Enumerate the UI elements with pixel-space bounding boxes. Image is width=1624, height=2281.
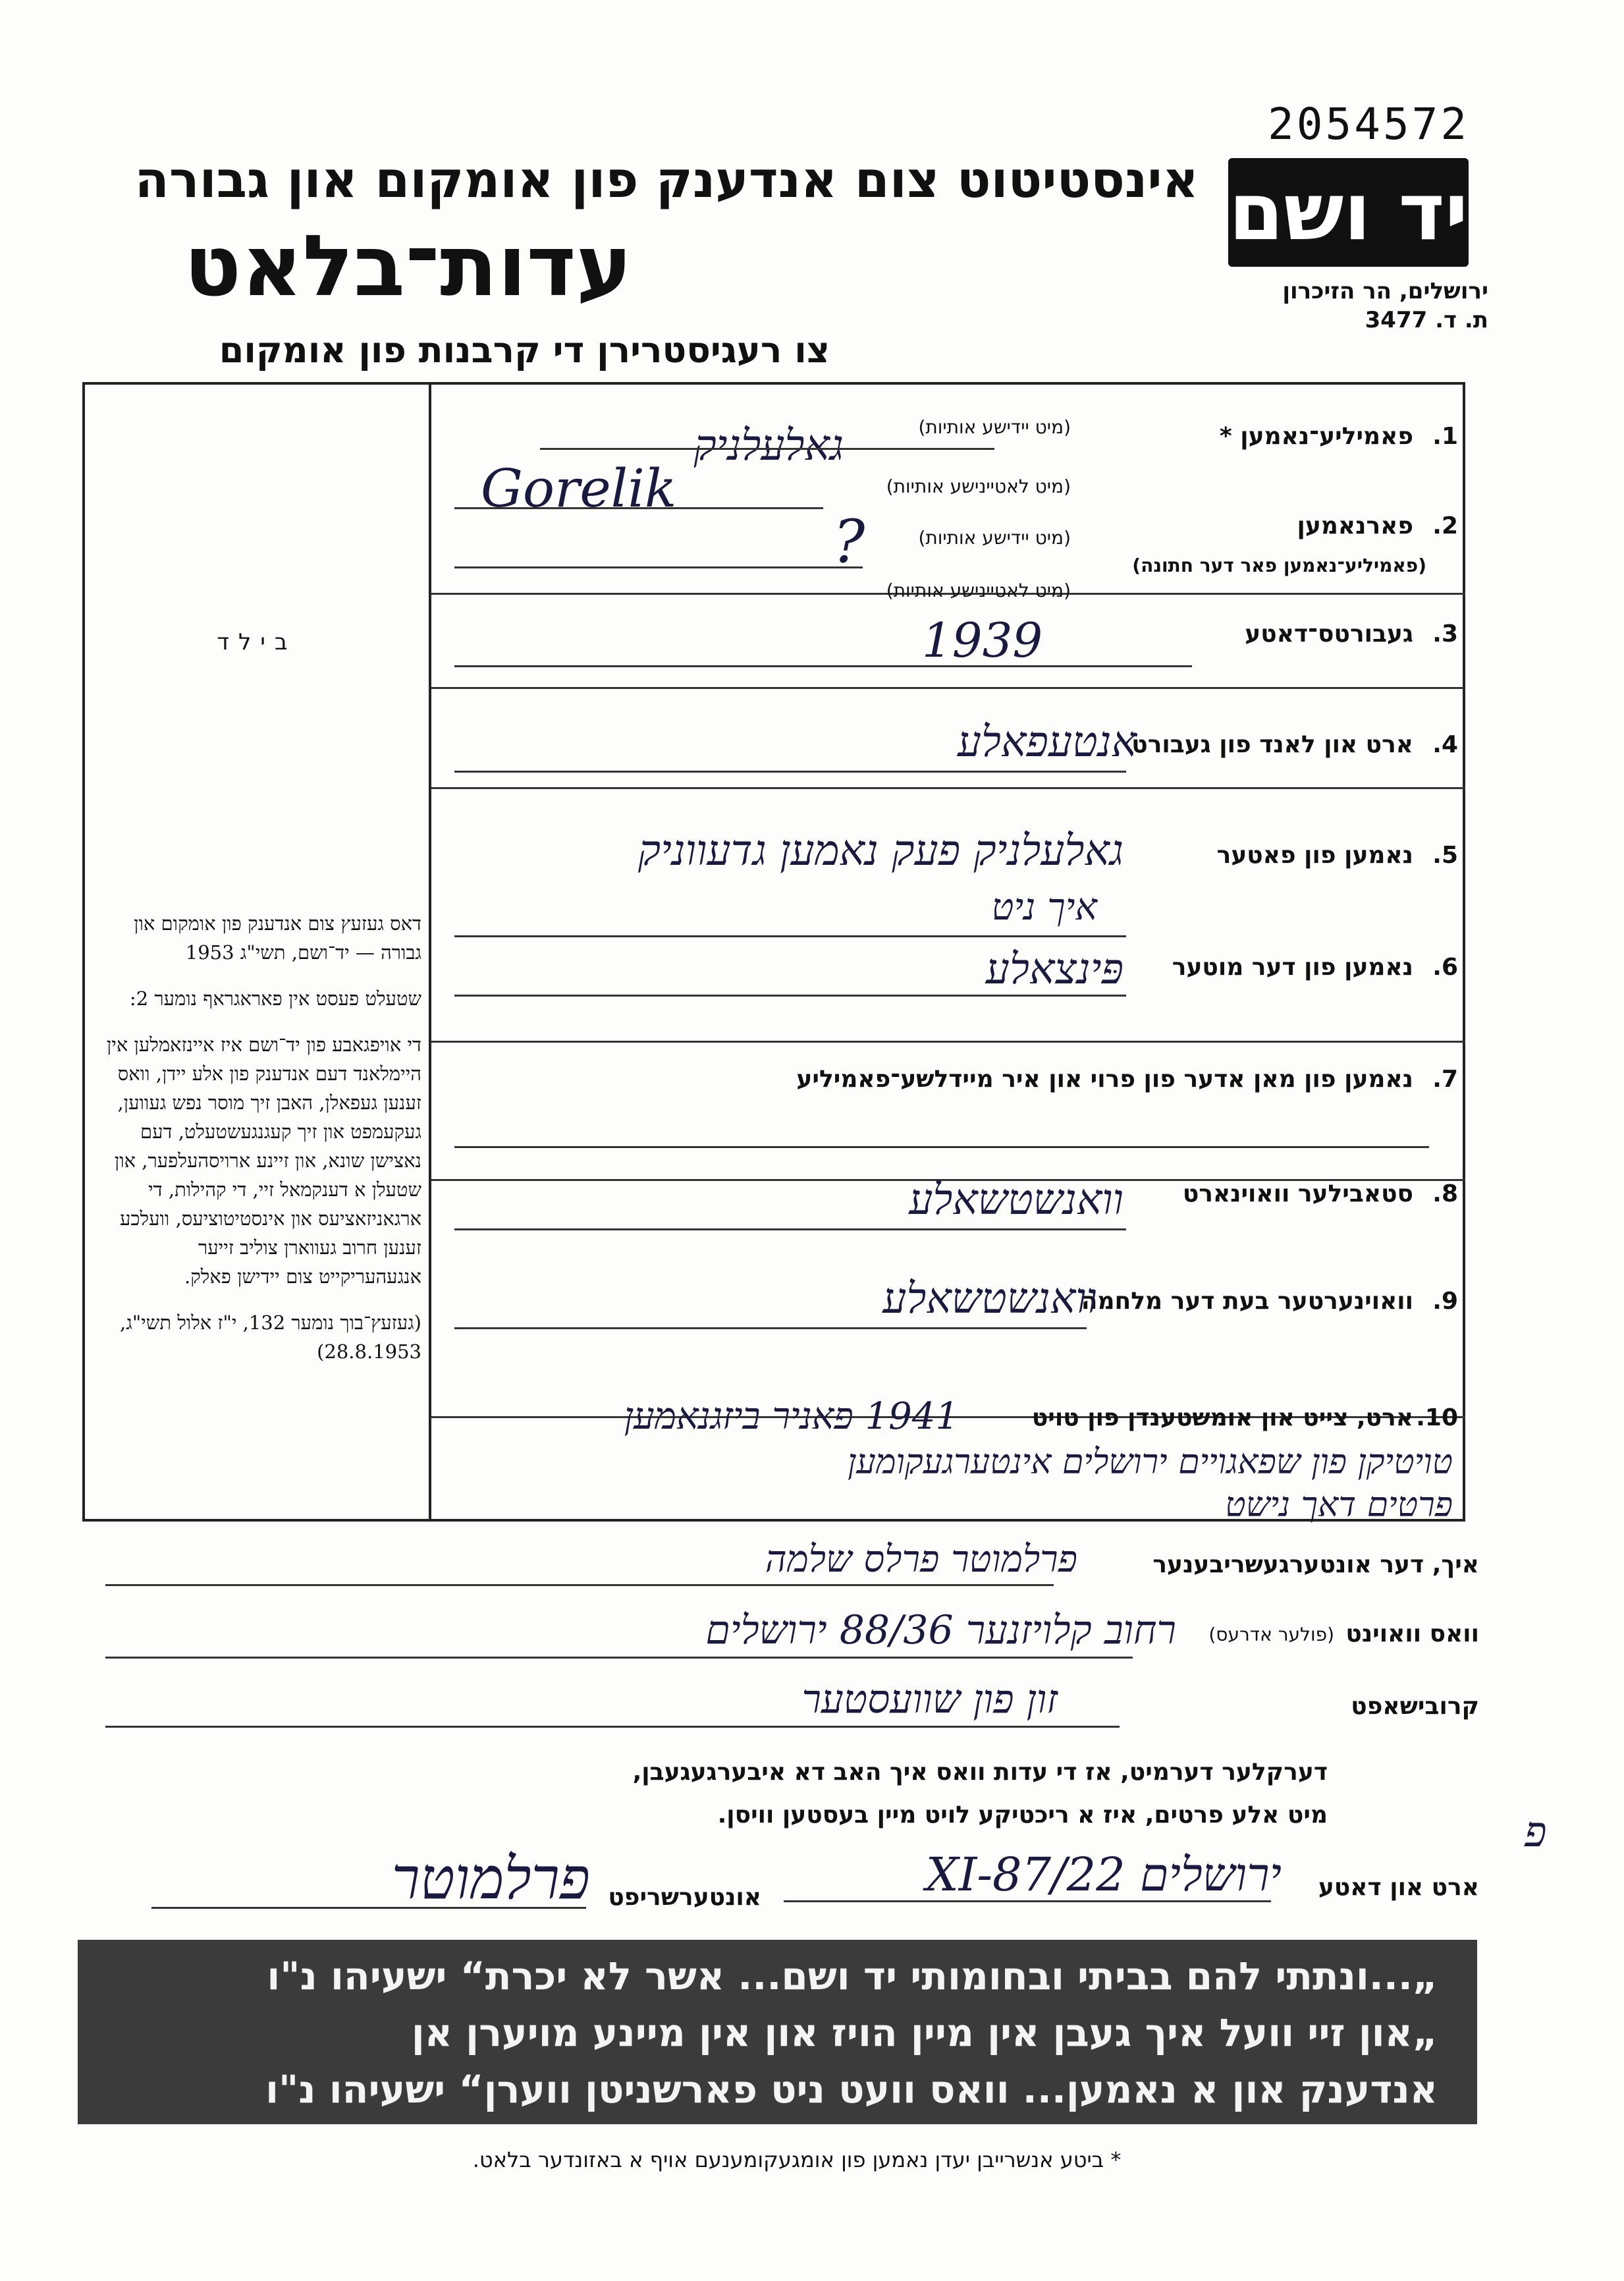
field-2-hint-latin: (מיט לאטיינישע אותיות) xyxy=(886,580,1071,601)
field-6-answer[interactable]: פּינצאלע xyxy=(985,945,1123,994)
field-2-label: פארנאמען xyxy=(1297,512,1413,539)
slogan-line2: „און זיי וועל איך געבן אין מיין הויז און אין מיינע מויערן אן xyxy=(411,2010,1438,2055)
undersigned-underline xyxy=(105,1584,1054,1586)
field-1-label: פאמיליע־נאמען * xyxy=(1219,423,1413,450)
field-10-number: 10. xyxy=(1416,1404,1458,1431)
field-5-answer[interactable]: גאלעלניק פעק נאמען גדעווניק xyxy=(637,827,1123,875)
law-text xyxy=(92,909,421,1383)
field-1-answer-latin[interactable]: Gorelik xyxy=(481,458,677,519)
field-8-label: סטאבילער וואוינארט xyxy=(1182,1180,1413,1207)
margin-note: פ xyxy=(1525,1808,1547,1857)
field-1-answer-yiddish[interactable]: גאלעלניק xyxy=(693,422,844,470)
field-3-underline xyxy=(454,665,1192,667)
address-line2: ת. ד. 3477 xyxy=(1365,307,1488,333)
footnote: * ביטע אנשרייבן יעדן נאמען פון אומגעקומענעם אויף א באזונדער בלאט. xyxy=(472,2147,1122,2172)
field-9-answer[interactable]: וואנשטשאלע xyxy=(882,1275,1097,1323)
residence-hint: (פולער אדרעס) xyxy=(1208,1624,1334,1645)
field-8-number: 8. xyxy=(1432,1180,1458,1207)
law-paragraph: שטעלט פעסט אין פאראגראף נומער 2: xyxy=(129,987,421,1010)
date-place-label: ארט און דאטע xyxy=(1318,1874,1479,1901)
field-4-answer[interactable]: אנטעפאלע xyxy=(957,718,1137,767)
signature-value[interactable]: פרלמוטר xyxy=(391,1844,590,1912)
residence-underline xyxy=(105,1657,1133,1659)
date-place-underline xyxy=(784,1900,1271,1902)
field-2-number: 2. xyxy=(1432,512,1458,539)
field-8-answer[interactable]: וואנשטשאלע xyxy=(909,1176,1123,1224)
institute-title: אינסטיטוט צום אנדענק פון אומקום און גבורה xyxy=(134,150,1199,209)
field-3-number: 3. xyxy=(1432,620,1458,647)
field-6-underline xyxy=(454,995,1126,997)
undersigned-value[interactable]: פרלמוטר פרלס שלמה xyxy=(765,1538,1077,1581)
signature-underline xyxy=(151,1907,586,1909)
field-1-hint-yiddish: (מיט יידישע אותיות) xyxy=(918,416,1071,438)
row-divider xyxy=(431,1041,1465,1043)
field-2-sub-label: (פאמיליע־נאמען פאר דער חתונה) xyxy=(1132,555,1426,576)
address xyxy=(1212,277,1488,335)
sheet-number: 2054572 xyxy=(1268,99,1470,150)
law-paragraph: די אויפגאבע פון יד־ושם איז איינזאמלען אין היימלאנד דעם אנדענק פון אלע יידן, וואס זענען געפאלן, האבן זיך מוסר נפש געווען, געקעמפט און זיך קעגנגעשטעלט, דעם נאצישן שונא, און זיינע ארויסהעלפער, און שטעלן א דענקמאל זיי, די קהילות, די ארגאניזאציעס און אינסטיטוציעס, וועלכע זענען חרוב געווארן צוליב זייער אנגעהעריקייט צום יידישן פאלק. xyxy=(106,1033,421,1288)
field-1-hint-latin: (מיט לאטיינישע אותיות) xyxy=(886,476,1071,497)
slogan-line1: „...ונתתי להם בביתי ובחומותי יד ושם... אשר לא יכרת“ ישעיהו נ"ו xyxy=(267,1954,1438,1998)
field-5-underline xyxy=(454,935,1126,937)
field-1-underline xyxy=(540,448,994,450)
declaration-line2: מיט אלע פרטים, איז א ריכטיקע לויט מיין בעסטען וויסן. xyxy=(717,1801,1328,1828)
date-place-value[interactable]: ירושלים 22/XI-87 xyxy=(925,1848,1282,1902)
field-7-label: נאמען פון מאן אדער פון פרוי און איר מיידלשע־פאמיליע xyxy=(796,1066,1413,1093)
field-4-number: 4. xyxy=(1432,731,1458,758)
field-10-label: ארט, צייט און אומשטענדן פון טויט xyxy=(1031,1404,1413,1431)
relation-label: קרובישאפט xyxy=(1351,1693,1479,1720)
field-8-underline xyxy=(454,1228,1126,1230)
field-2-hint-yiddish: (מיט יידישע אותיות) xyxy=(918,527,1071,549)
relation-value[interactable]: זון פון שוועסטער xyxy=(801,1676,1058,1722)
field-4-label: ארט און לאנד פון געבורט xyxy=(1131,731,1413,758)
field-9-underline xyxy=(454,1327,1087,1329)
form-title: עדות־בלאט xyxy=(184,217,632,316)
law-paragraph: (געזעץ־בוך נומער 132, י"ז אלול תשי"ג, 28.8.1953) xyxy=(120,1311,421,1363)
undersigned-label: איך, דער אונטערגעשריבענער xyxy=(1152,1551,1479,1578)
form-subtitle: צו רעגיסטרירן די קרבנות פון אומקום xyxy=(219,329,830,371)
field-10-answer-line2[interactable]: טויטיקן פון שפאגויים ירושלים אינטערגעקומען xyxy=(848,1443,1453,1482)
field-6-number: 6. xyxy=(1432,954,1458,981)
slogan-banner xyxy=(78,1940,1477,2124)
field-9-number: 9. xyxy=(1432,1288,1458,1315)
yad-vashem-logo: יד ושם xyxy=(1228,158,1469,267)
field-7-number: 7. xyxy=(1432,1066,1458,1093)
field-10-answer[interactable]: 1941 פאניר ביזגנאמען xyxy=(624,1395,959,1438)
field-1-number: 1. xyxy=(1432,423,1458,450)
row-divider xyxy=(431,687,1465,689)
field-5-label: נאמען פון פאטער xyxy=(1216,842,1413,869)
row-divider xyxy=(431,787,1465,789)
field-1-underline-latin xyxy=(454,507,823,509)
address-line1: ירושלים, הר הזיכרון xyxy=(1282,278,1488,304)
field-9-label: וואוינערטער בעת דער מלחמה xyxy=(1081,1288,1413,1315)
field-2-answer[interactable]: ? xyxy=(833,507,865,576)
field-5-number: 5. xyxy=(1432,842,1458,869)
field-3-label: געבורטס־דאטע xyxy=(1245,620,1413,647)
field-10-answer-line3[interactable]: פרטים דאך נישט xyxy=(1225,1485,1453,1525)
law-paragraph: דאס געזעץ צום אנדענק פון אומקום און גבורה — יד־ושם, תשי"ג 1953 xyxy=(134,912,421,964)
residence-value[interactable]: רחוב קלויזנער 88/36 ירושלים xyxy=(705,1607,1176,1653)
residence-label: וואס וואוינט xyxy=(1345,1620,1479,1647)
slogan-line3: אנדענק און א נאמען... וואס וועט ניט פארשניטן ווערן“ ישעיהו נ"ו xyxy=(265,2067,1438,2112)
field-2-underline xyxy=(454,566,863,568)
field-6-label: נאמען פון דער מוטער xyxy=(1172,954,1413,981)
declaration-line1: דערקלער דערמיט, אז די עדות וואס איך האב דא איבערגעגעבן, xyxy=(632,1759,1328,1786)
signature-label: אונטערשריפט xyxy=(608,1884,761,1911)
field-7-underline xyxy=(454,1146,1429,1148)
field-3-answer[interactable]: 1939 xyxy=(922,613,1043,668)
photo-label: בילד xyxy=(217,629,297,655)
field-4-underline xyxy=(454,771,1126,773)
relation-underline xyxy=(105,1726,1120,1728)
field-5-answer-line2[interactable]: איך ניט xyxy=(991,886,1097,929)
